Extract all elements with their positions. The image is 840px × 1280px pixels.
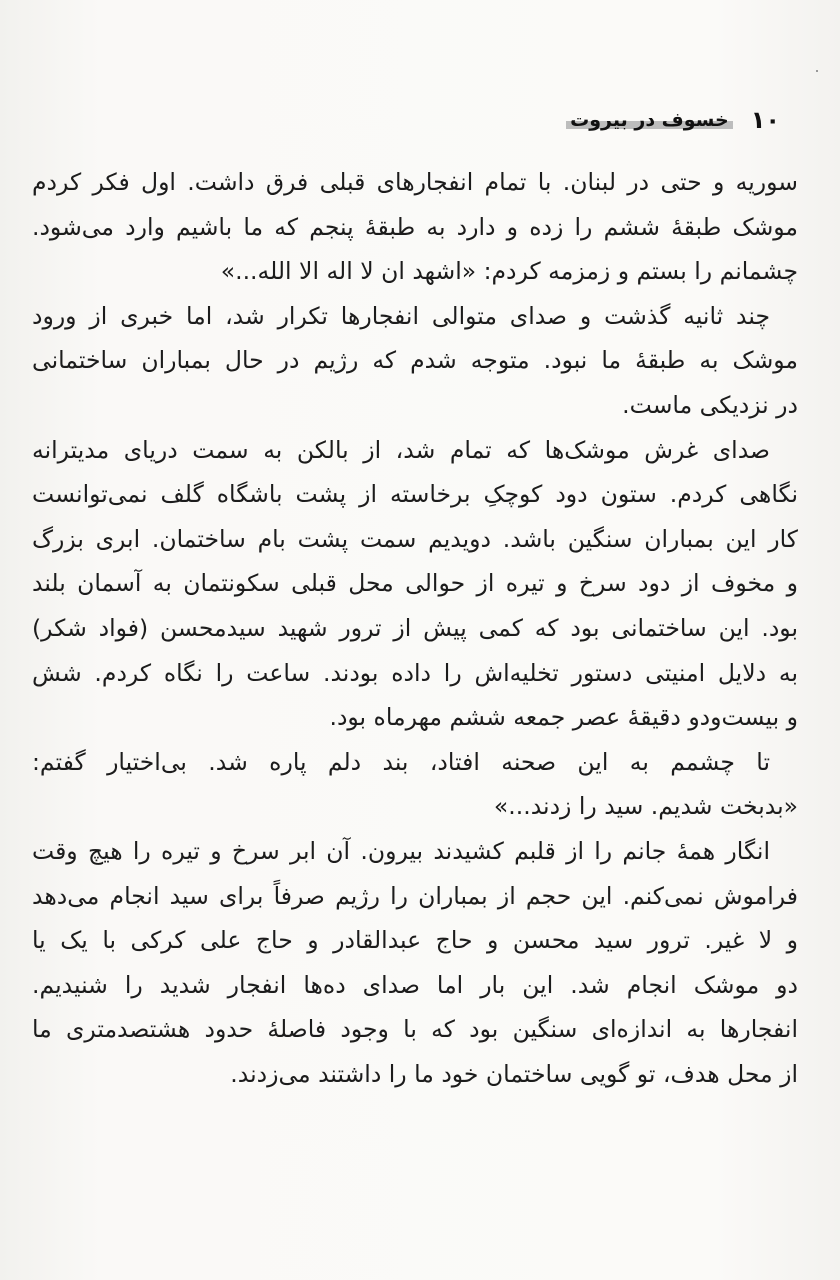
page-header [60,100,780,140]
text-line: و بیست‌ودو دقیقهٔ عصر جمعه ششم مهرماه بود. [329,703,798,732]
text-line: موشک به طبقهٔ ما نبود. متوجه شدم که رژیم در حال بمباران ساختمانی [32,346,798,375]
text-line: به دلایل امنیتی دستور تخلیه‌اش را داده بودند. ساعت را نگاه کردم. شش [32,658,798,687]
text-line: «بدبخت شدیم. سید را زدند...» [493,792,798,821]
text-line: دو موشک انجام شد. این بار اما صدای ده‌ها انفجار شدید را شنیدیم. [32,970,798,999]
text-line: کار این بمباران سنگین باشد. دویدیم سمت پشت بام ساختمان. ابری بزرگ [32,524,798,553]
running-title: خسوف در بیروت [566,109,733,131]
scan-speck [816,70,818,72]
text-line: بود. این ساختمانی بود که کمی پیش از ترور شهید سیدمحسن (فواد شکر) [32,613,798,642]
text-line: فراموش نمی‌کنم. این حجم از بمباران را رژیم صرفاً برای سید انجام می‌دهد [32,881,798,910]
text-line: و مخوف از دود سرخ و تیره از حوالی محل قبلی سکونتمان به آسمان بلند [32,569,798,598]
text-line: چند ثانیه گذشت و صدای متوالی انفجارها تکرار شد، اما خبری از ورود [32,301,770,330]
text-line: از محل هدف، تو گویی ساختمان خود ما را داشتند می‌زدند. [230,1059,798,1088]
text-line: انگار همهٔ جانم را از قلبم کشیدند بیرون. آن ابر سرخ و تیره را هیچ وقت [32,836,770,865]
body-text [32,160,798,1096]
text-line: در نزدیکی ماست. [622,390,798,419]
page-number: ۱۰ [750,106,780,134]
text-line: موشک طبقهٔ ششم را زده و دارد به طبقهٔ پنجم که ما باشیم وارد می‌شود. [32,212,798,241]
text-line: و لا غیر. ترور سید محسن و حاج عبدالقادر و حاج علی کرکی با یک یا [32,926,798,955]
text-line: سوریه و حتی در لبنان. با تمام انفجارهای قبلی فرق داشت. اول فکر کردم [32,168,798,196]
text-line: چشمانم را بستم و زمزمه کردم: «اشهد ان لا اله الا الله...» [220,257,798,286]
text-line: صدای غرش موشک‌ها که تمام شد، از بالکن به سمت دریای مدیترانه [32,435,770,464]
text-line: نگاهی کردم. ستون دود کوچکِ برخاسته از پشت باشگاه گلف نمی‌توانست [32,480,798,509]
text-line: انفجارها به اندازه‌ای سنگین بود که با وجود فاصلهٔ حدود هشتصدمتری ما [32,1015,798,1044]
text-line: تا چشمم به این صحنه افتاد، بند دلم پاره شد. بی‌اختیار گفتم: [32,747,770,776]
